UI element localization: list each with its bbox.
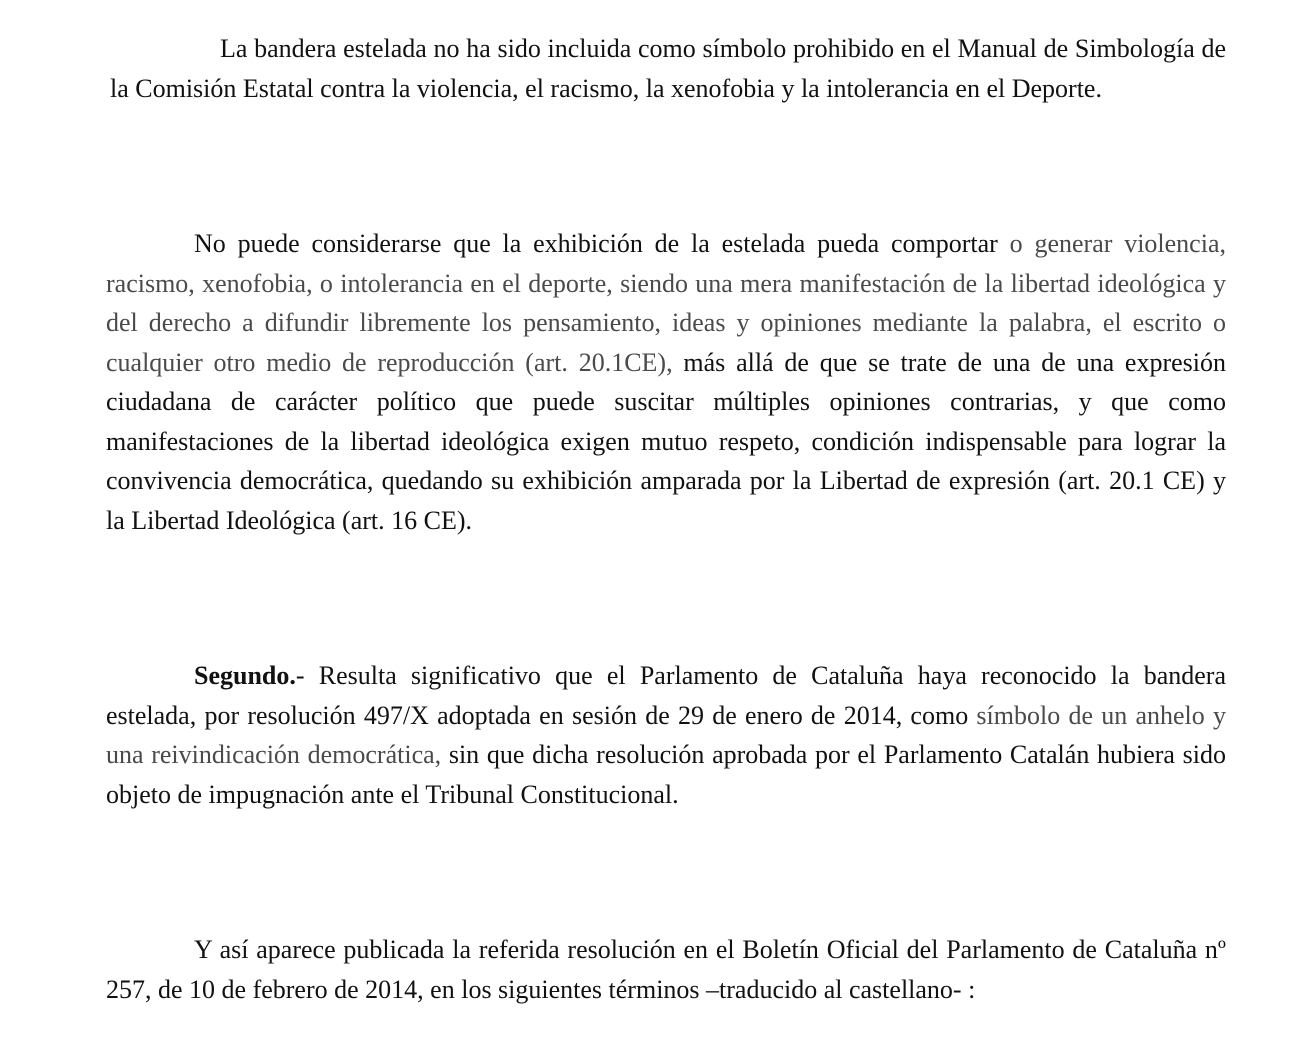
- paragraph-2-part-b: o generar violencia, racismo, xenofobia, o intolerancia en el deporte, siendo una mera manifestación de la libertad ideológica y del derecho a difundir libremente los pensamiento, ideas y opiniones mediante la palabra, el escrito o cualquier otro medio de reproducción (art. 20.1CE),: [106, 229, 1226, 377]
- paragraph-3-part-b: símbolo de un anhelo y una reivindicación democrática,: [106, 700, 1226, 769]
- paragraph-3-part-c: sin que dicha resolución aprobada por el Parlamento Catalán hubiera sido objeto de impugnación ante el Tribunal Constitucional.: [106, 740, 1226, 809]
- paragraph-2-part-a: No puede considerarse que la exhibición de la estelada pueda comportar: [194, 229, 998, 258]
- paragraph-boletin-oficial: [106, 930, 1226, 1009]
- paragraph-segundo: [106, 656, 1226, 814]
- segundo-heading: Segundo.: [194, 661, 296, 690]
- paragraph-2-part-c: más allá de que se trate de una de una expresión ciudadana de carácter político que puede suscitar múltiples opiniones contrarias, y que como manifestaciones de la libertad ideológica exigen mutuo respeto, condición indispensable para lograr la convivencia democrática, quedando su exhibición amparada por la Libertad de expresión (art. 20.1 CE) y la Libertad Ideológica (art. 16 CE).: [106, 347, 1226, 535]
- paragraph-4-text: Y así aparece publicada la referida resolución en el Boletín Oficial del Parlamento de Cataluña nº 257, de 10 de febrero de 2014, en los siguientes términos –traducido al castellano- :: [106, 935, 1226, 1004]
- paragraph-3-part-a: - Resulta significativo que el Parlamento de Cataluña haya reconocido la bandera estelada, por resolución 497/X adoptada en sesión de 29 de enero de 2014, como: [106, 661, 1226, 730]
- paragraph-estelada-manual: [110, 29, 1226, 108]
- paragraph-1-text: La bandera estelada no ha sido incluida como símbolo prohibido en el Manual de Simbología de la Comisión Estatal contra la violencia, el racismo, la xenofobia y la intolerancia en el Deporte.: [110, 34, 1226, 103]
- paragraph-exhibicion-estelada: [106, 224, 1226, 540]
